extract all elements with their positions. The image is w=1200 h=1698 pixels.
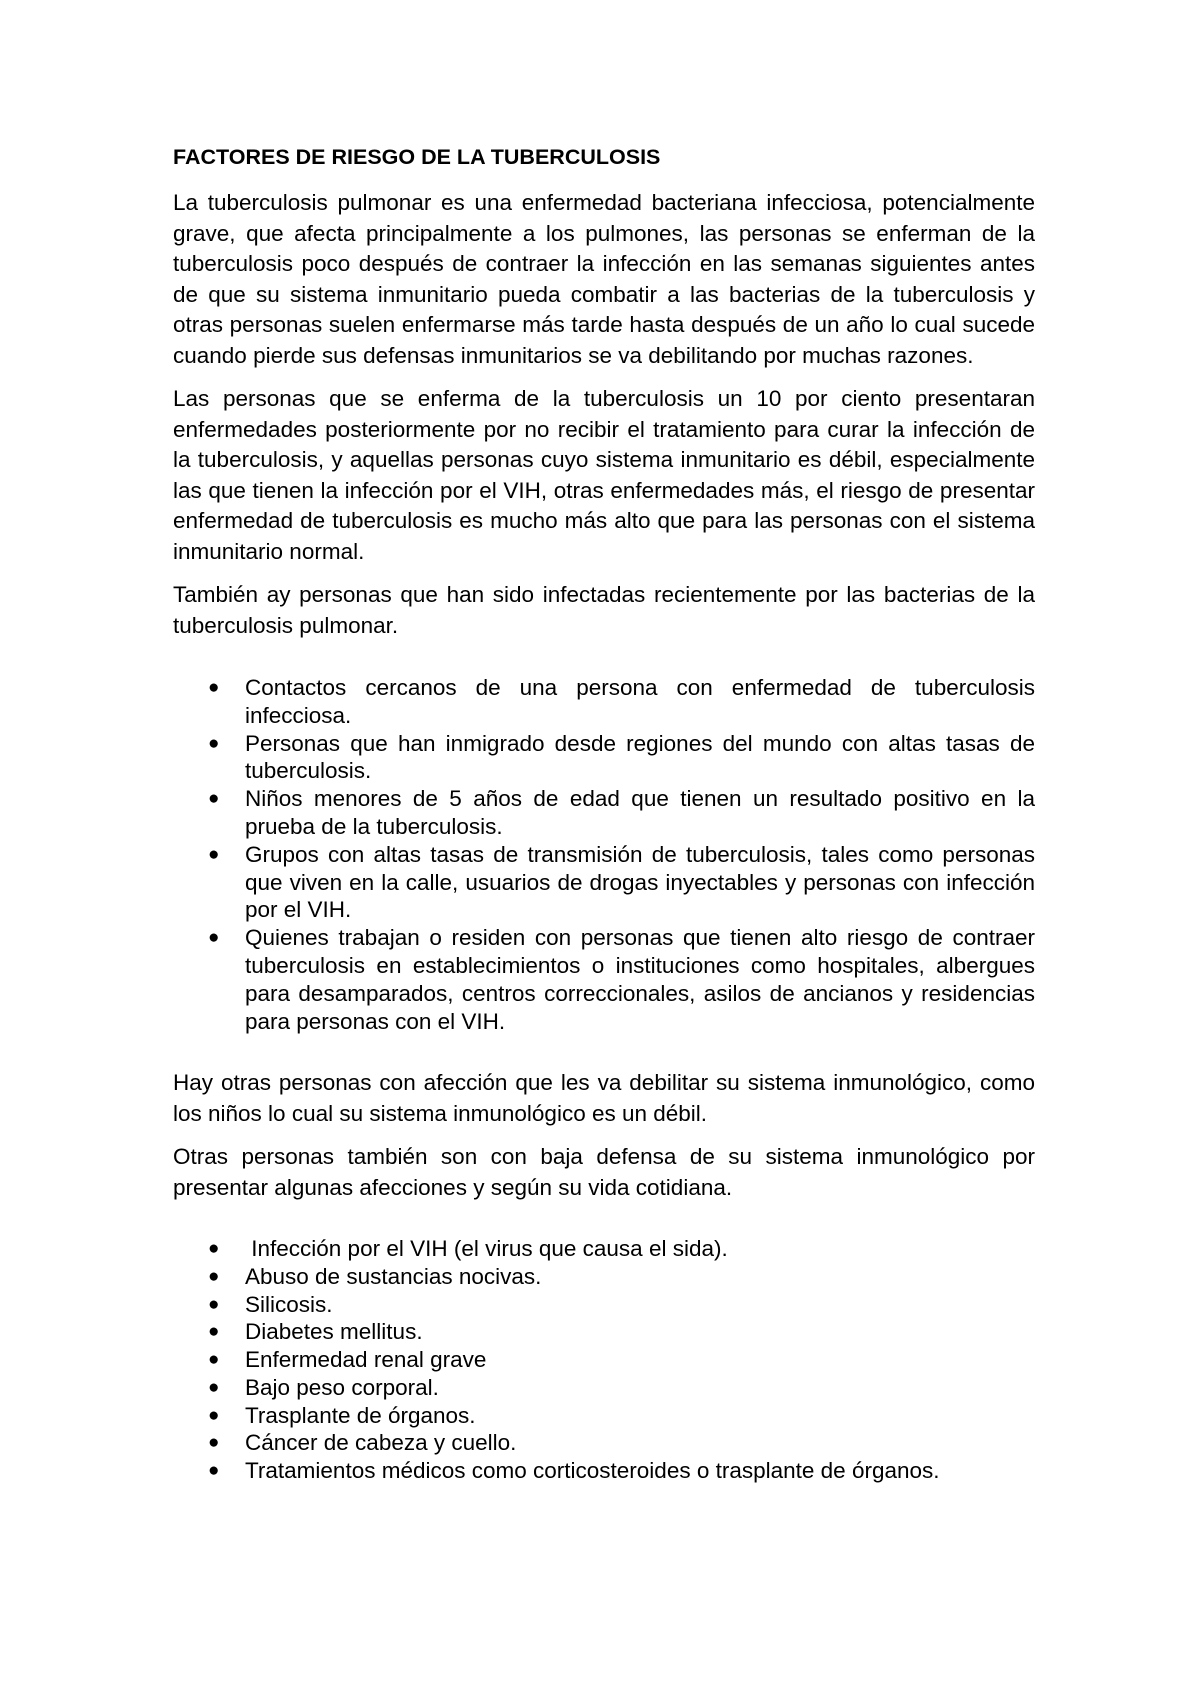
list-item-text: Infección por el VIH (el virus que causa el sida). bbox=[245, 1236, 728, 1262]
list-item bbox=[173, 1291, 1035, 1319]
bullet-icon: ● bbox=[208, 677, 220, 698]
paragraph-recent-infection: También ay personas que han sido infectadas recientemente por las bacterias de la tuberculosis pulmonar. bbox=[173, 582, 1035, 638]
list-item bbox=[173, 841, 1035, 924]
list-item bbox=[173, 785, 1035, 841]
list-item bbox=[173, 1457, 1035, 1485]
list-item bbox=[173, 1263, 1035, 1291]
list-item-text: Niños menores de 5 años de edad que tienen un resultado positivo en la prueba de la tuberculosis. bbox=[245, 786, 1035, 839]
list-item-text: Diabetes mellitus. bbox=[245, 1319, 423, 1345]
list-item-text: Trasplante de órganos. bbox=[245, 1402, 476, 1428]
list-item-text: Enfermedad renal grave bbox=[245, 1347, 487, 1373]
bullet-icon: ● bbox=[208, 788, 220, 810]
bullet-icon: ● bbox=[208, 843, 220, 865]
list-item-text: Contactos cercanos de una persona con enfermedad de tuberculosis infecciosa. bbox=[245, 675, 1035, 728]
list-item bbox=[173, 730, 1035, 786]
bullet-icon: ● bbox=[208, 927, 220, 949]
document-title: FACTORES DE RIESGO DE LA TUBERCULOSIS bbox=[173, 145, 661, 169]
list-item bbox=[173, 1346, 1035, 1374]
list-item-text: Tratamientos médicos como corticosteroides o trasplante de órganos. bbox=[245, 1457, 940, 1483]
list-item bbox=[173, 674, 1035, 730]
conditions-list bbox=[173, 1235, 1035, 1484]
list-item bbox=[173, 1235, 1035, 1263]
list-item-text: Silicosis. bbox=[245, 1291, 333, 1317]
bullet-icon: ● bbox=[208, 1376, 220, 1398]
document-page bbox=[173, 144, 1035, 1485]
bullet-icon: ● bbox=[208, 1459, 220, 1481]
list-item-text: Personas que han inmigrado desde regiones del mundo con altas tasas de tuberculosis. bbox=[245, 730, 1035, 784]
list-item-text: Grupos con altas tasas de transmisión de tuberculosis, tales como personas que viven en la calle, usuarios de drogas inyectables y personas con infección por el VIH. bbox=[245, 841, 1035, 923]
bullet-icon: ● bbox=[208, 1238, 220, 1260]
paragraph-risk: Las personas que se enferma de la tuberculosis un 10 por ciento presentaran enfermedades posteriormente por no recibir el tratamiento para curar la infección de la tuberculosis, y aquellas personas cuyo sistema inmunitario es débil, especialmente las que tienen la infección por el VIH, otras enfermedades más, el riesgo de presentar enfermedad de tuberculosis es mucho más alto que para las personas con el sistema inmunitario normal. bbox=[173, 386, 1035, 564]
bullet-icon: ● bbox=[208, 732, 220, 754]
bullet-icon: ● bbox=[208, 1432, 220, 1454]
list-item-text: Abuso de sustancias nocivas. bbox=[245, 1264, 542, 1290]
paragraph-weak-immunity: Hay otras personas con afección que les va debilitar su sistema inmunológico, como los niños lo cual su sistema inmunológico es un débil. bbox=[173, 1070, 1035, 1126]
bullet-icon: ● bbox=[208, 1266, 220, 1288]
risk-groups-list bbox=[173, 674, 1035, 1035]
list-item-text: Quienes trabajan o residen con personas que tienen alto riesgo de contraer tuberculosis en establecimientos o instituciones como hospitales, albergues para desamparados, centros correccionales, asilos de ancianos y residencias para personas con el VIH. bbox=[245, 925, 1035, 1034]
list-item bbox=[173, 1318, 1035, 1346]
list-item bbox=[173, 924, 1035, 1035]
bullet-icon: ● bbox=[208, 1293, 220, 1315]
paragraph-intro: La tuberculosis pulmonar es una enfermedad bacteriana infecciosa, potencialmente grave, que afecta principalmente a los pulmones, las personas se enferman de la tuberculosis poco después de contraer la infección en las semanas siguientes antes de que su sistema inmunitario pueda combatir a las bacterias de la tuberculosis y otras personas suelen enfermarse más tarde hasta después de un año lo cual sucede cuando pierde sus defensas inmunitarios se va debilitando por muchas razones. bbox=[173, 190, 1035, 368]
bullet-icon: ● bbox=[208, 1349, 220, 1371]
list-item-text: Bajo peso corporal. bbox=[245, 1374, 439, 1400]
list-item-text: Cáncer de cabeza y cuello. bbox=[245, 1430, 517, 1456]
paragraph-low-defense: Otras personas también son con baja defensa de su sistema inmunológico por presentar algunas afecciones y según su vida cotidiana. bbox=[173, 1144, 1035, 1200]
bullet-icon: ● bbox=[208, 1321, 220, 1343]
list-item bbox=[173, 1374, 1035, 1402]
bullet-icon: ● bbox=[208, 1404, 220, 1426]
list-item bbox=[173, 1402, 1035, 1430]
list-item bbox=[173, 1429, 1035, 1457]
